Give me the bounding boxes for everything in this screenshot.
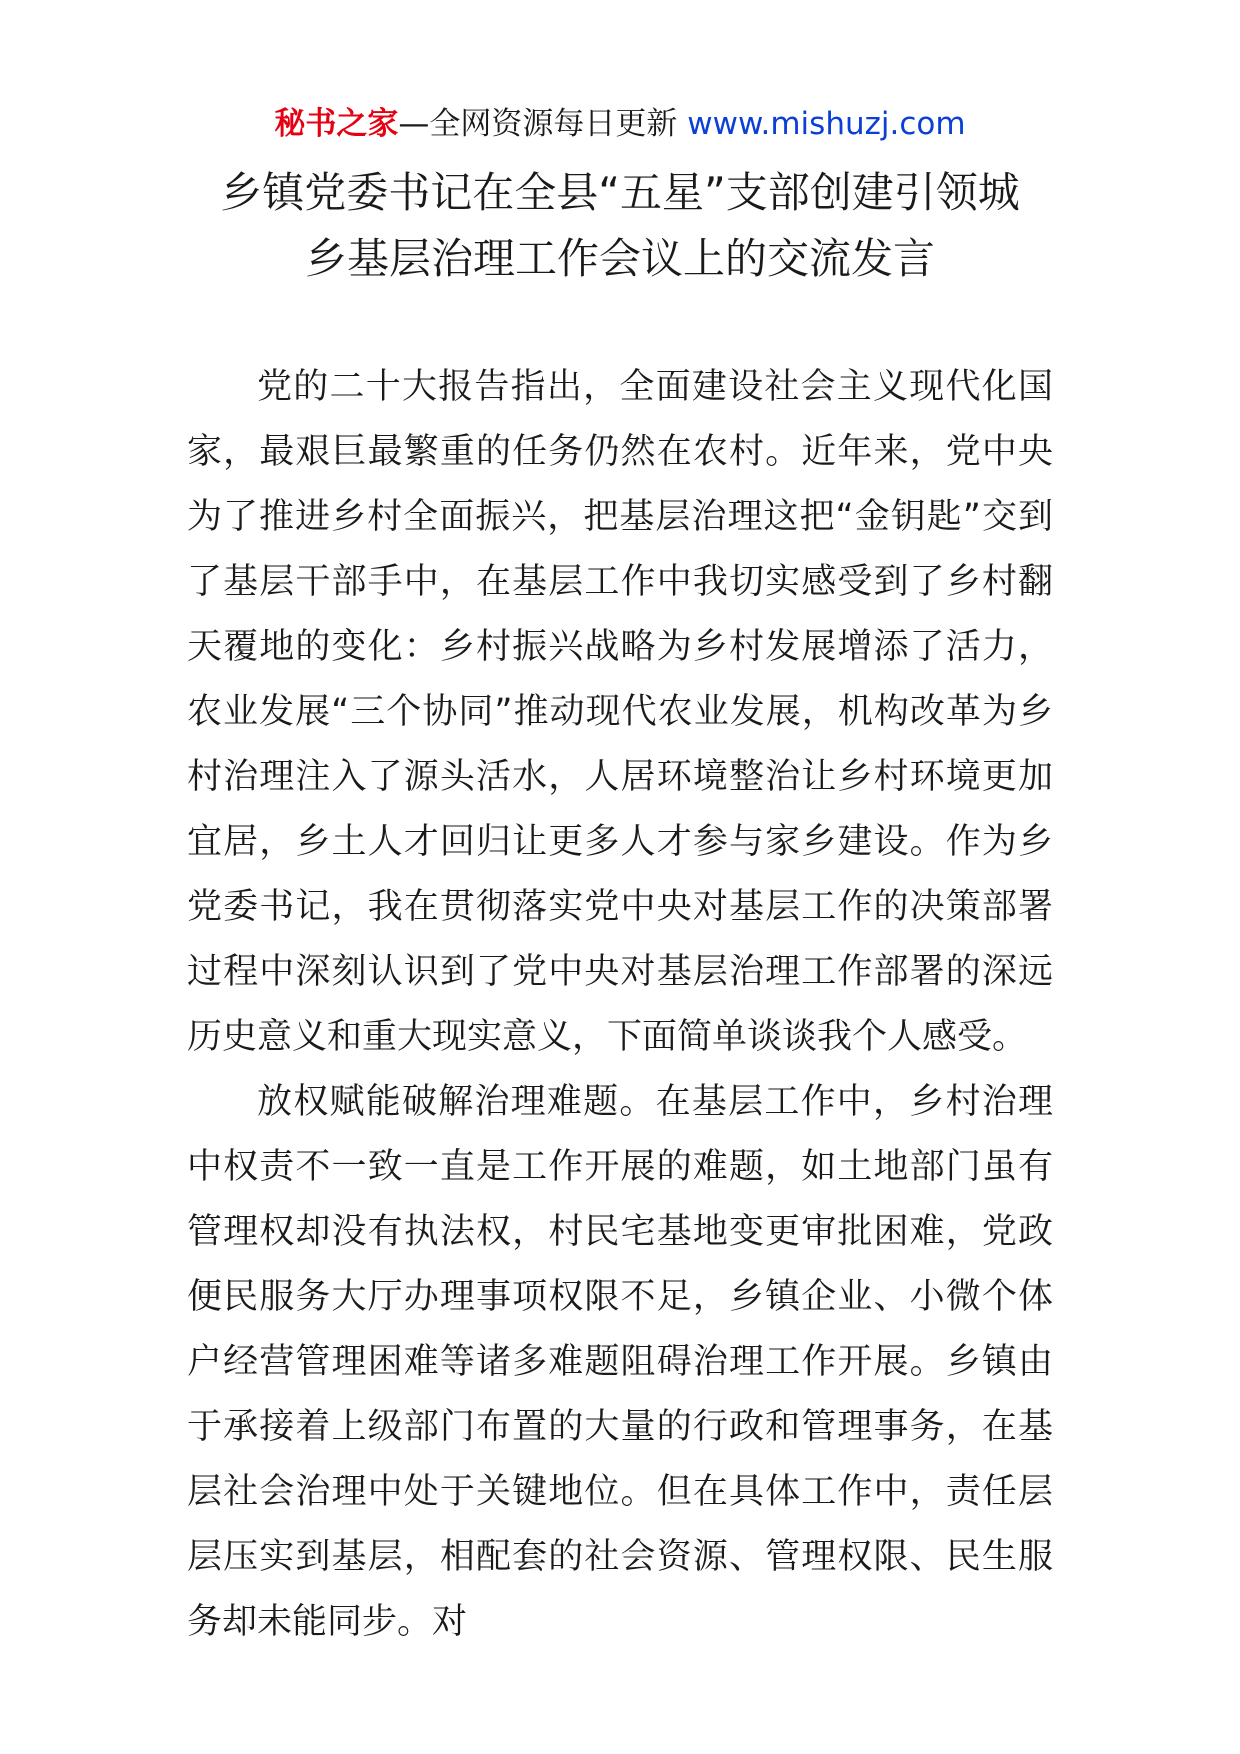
paragraph-1: 党的二十大报告指出，全面建设社会主义现代化国家，最艰巨最繁重的任务仍然在农村。近年来，党中央为了推进乡村全面振兴，把基层治理这把“金钥匙”交到了基层干部手中，在基层工作中我切实感受到了乡村翻天覆地的变化：乡村振兴战略为乡村发展增添了活力，农业发展“三个协同”推动现代农业发展，机构改革为乡村治理注入了源头活水，人居环境整治让乡村环境更加宜居，乡土人才回归让更多人才参与家乡建设。作为乡党委书记，我在贯彻落实党中央对基层工作的决策部署过程中深刻认识到了党中央对基层治理工作部署的深远历史意义和重大现实意义，下面简单谈谈我个人感受。 [187, 367, 1053, 1057]
site-banner [0, 102, 1240, 146]
banner-tagline: —全网资源每日更新 [398, 106, 678, 142]
document-title [0, 160, 1240, 292]
document-body [187, 355, 1053, 1655]
title-line-2: 乡基层治理工作会议上的交流发言 [304, 234, 935, 283]
banner-url-link[interactable]: www.mishuzj.com [687, 106, 966, 142]
title-line-1: 乡镇党委书记在全县“五星”支部创建引领城 [220, 168, 1020, 217]
paragraph-2: 放权赋能破解治理难题。在基层工作中，乡村治理中权责不一致一直是工作开展的难题，如土地部门虽有管理权却没有执法权，村民宅基地变更审批困难，党政便民服务大厅办理事项权限不足，乡镇企业、小微个体户经营管理困难等诸多难题阻碍治理工作开展。乡镇由于承接着上级部门布置的大量的行政和管理事务，在基层社会治理中处于关键地位。但在具体工作中，责任层层压实到基层，相配套的社会资源、管理权限、民生服务却未能同步。对 [187, 1082, 1053, 1642]
banner-brand: 秘书之家 [274, 106, 399, 142]
